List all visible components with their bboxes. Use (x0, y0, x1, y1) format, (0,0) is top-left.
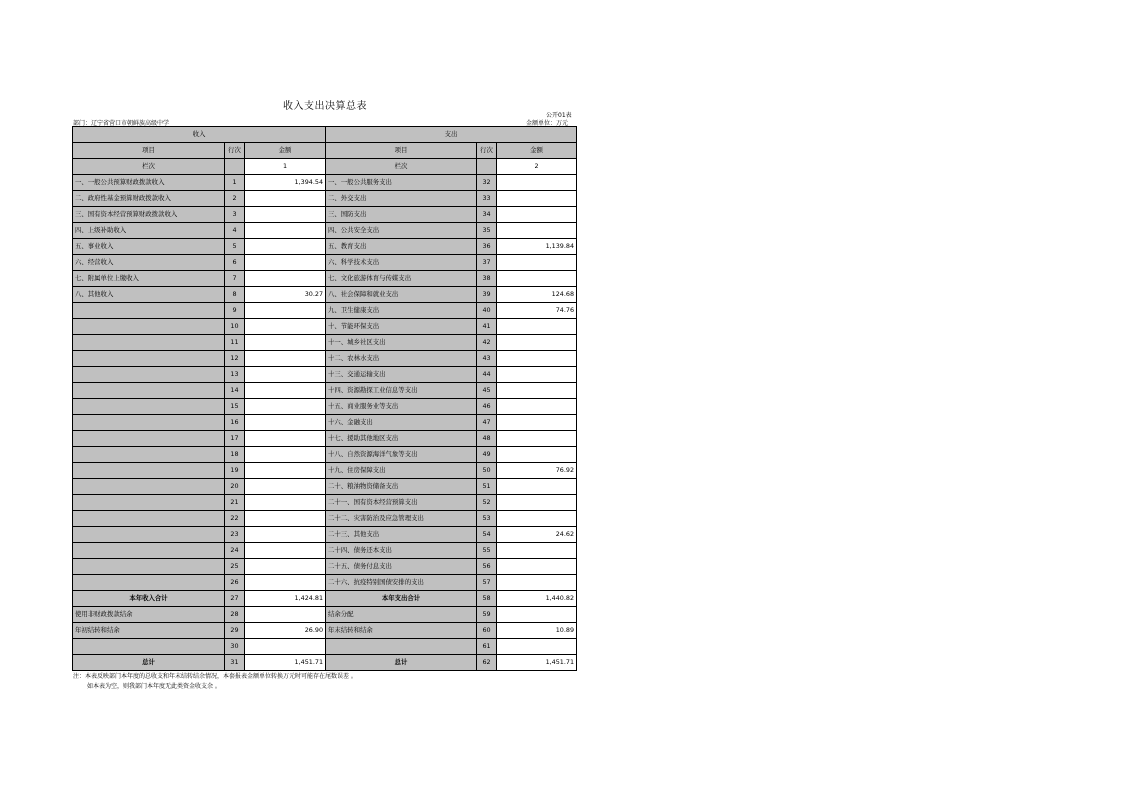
income-total-amount: 1,451.71 (245, 655, 326, 671)
income-line-cell: 28 (225, 607, 245, 623)
income-item-cell: 二、政府性基金预算财政拨款收入 (73, 191, 225, 207)
expense-line-cell: 32 (477, 175, 497, 191)
expense-item-cell: 一、一般公共服务支出 (326, 175, 477, 191)
expense-line-cell: 40 (477, 303, 497, 319)
department-label: 部门：辽宁省营口市朝鲜族高级中学 (73, 120, 170, 127)
income-line-cell: 4 (225, 223, 245, 239)
income-total-label: 总计 (73, 655, 225, 671)
income-line-cell: 18 (225, 447, 245, 463)
income-line-cell: 8 (225, 287, 245, 303)
expense-item-cell: 十七、援助其他地区支出 (326, 431, 477, 447)
expense-amount-cell (497, 223, 577, 239)
expense-item-cell: 十三、交通运输支出 (326, 367, 477, 383)
table-row (73, 495, 577, 511)
expense-item-cell: 十八、自然资源海洋气象等支出 (326, 447, 477, 463)
expense-line-cell: 50 (477, 463, 497, 479)
expense-amount-cell: 24.62 (497, 527, 577, 543)
table-row (73, 303, 577, 319)
income-item-cell: 五、事业收入 (73, 239, 225, 255)
expense-item-cell: 十五、商业服务业等支出 (326, 399, 477, 415)
income-amount-cell (245, 479, 326, 495)
income-amount-cell (245, 207, 326, 223)
expense-line-cell: 43 (477, 351, 497, 367)
table-row (73, 367, 577, 383)
footnote: 注：本表反映部门本年度的总收支和年末结转结余情况，本套报表金额单位转换万元时可能存在尾数误差 。 (73, 673, 357, 680)
income-line-cell: 24 (225, 543, 245, 559)
table-row (73, 623, 577, 639)
income-amount-cell (245, 191, 326, 207)
table-row (73, 607, 577, 623)
expense-amount-cell (497, 543, 577, 559)
income-item-cell: 七、附属单位上缴收入 (73, 271, 225, 287)
table-row (73, 527, 577, 543)
expense-item-cell: 二、外交支出 (326, 191, 477, 207)
expense-line-cell: 54 (477, 527, 497, 543)
income-line-cell: 14 (225, 383, 245, 399)
table-row (73, 175, 577, 191)
income-line-cell: 22 (225, 511, 245, 527)
expense-line-cell: 38 (477, 271, 497, 287)
income-amount-cell (245, 431, 326, 447)
page-title: 收入支出决算总表 (283, 101, 367, 112)
income-line-cell: 2 (225, 191, 245, 207)
expense-line-cell: 47 (477, 415, 497, 431)
expense-amount-cell (497, 399, 577, 415)
income-line-cell: 3 (225, 207, 245, 223)
expense-line-cell: 56 (477, 559, 497, 575)
expense-column-label: 栏次 (326, 159, 477, 175)
income-item-cell: 六、经营收入 (73, 255, 225, 271)
income-amount-cell (245, 399, 326, 415)
table-row (73, 431, 577, 447)
income-item-cell (73, 351, 225, 367)
expense-line-cell: 59 (477, 607, 497, 623)
expense-item-cell: 二十六、抗疫特别国债安排的支出 (326, 575, 477, 591)
table-row (73, 463, 577, 479)
expense-amount-cell (497, 255, 577, 271)
income-total-label: 本年收入合计 (73, 591, 225, 607)
table-row (73, 447, 577, 463)
expense-line-cell: 60 (477, 623, 497, 639)
expense-amount-cell (497, 175, 577, 191)
table-row (73, 639, 577, 655)
table-row (73, 575, 577, 591)
expense-item-cell: 五、教育支出 (326, 239, 477, 255)
expense-total-line: 58 (477, 591, 497, 607)
income-amount-cell: 1,394.54 (245, 175, 326, 191)
income-amount-cell (245, 351, 326, 367)
income-line-cell: 25 (225, 559, 245, 575)
expense-amount-cell: 10.89 (497, 623, 577, 639)
table-row (73, 351, 577, 367)
amount-unit-label: 金额单位：万元 (526, 120, 569, 127)
expense-total-amount: 1,440.82 (497, 591, 577, 607)
expense-item-cell: 六、科学技术支出 (326, 255, 477, 271)
income-line-cell: 30 (225, 639, 245, 655)
income-item-cell (73, 479, 225, 495)
income-item-cell (73, 383, 225, 399)
income-amount-cell (245, 239, 326, 255)
income-item-cell (73, 431, 225, 447)
income-total-amount: 1,424.81 (245, 591, 326, 607)
expense-line-cell: 46 (477, 399, 497, 415)
expense-amount-cell: 76.92 (497, 463, 577, 479)
table-body (73, 127, 577, 671)
income-line-cell: 15 (225, 399, 245, 415)
footnotes (73, 672, 357, 692)
expense-amount-cell (497, 575, 577, 591)
table-row (73, 415, 577, 431)
column-index-row (73, 159, 577, 175)
expense-amount-cell: 124.68 (497, 287, 577, 303)
income-amount-cell (245, 255, 326, 271)
expense-amount-cell (497, 447, 577, 463)
footnote: 如本表为空，则我部门本年度无此类资金收支余 。 (87, 683, 221, 690)
expense-line-cell: 52 (477, 495, 497, 511)
income-line-cell: 16 (225, 415, 245, 431)
expense-item-cell: 二十二、灾害防治及应急管理支出 (326, 511, 477, 527)
expense-line-cell: 49 (477, 447, 497, 463)
expense-column-index: 2 (497, 159, 577, 175)
expense-amount-cell: 74.76 (497, 303, 577, 319)
expense-amount-cell (497, 511, 577, 527)
expense-item-cell: 八、社会保障和就业支出 (326, 287, 477, 303)
income-line-cell: 13 (225, 367, 245, 383)
expense-line-cell: 57 (477, 575, 497, 591)
table-row (73, 543, 577, 559)
expense-total-amount: 1,451.71 (497, 655, 577, 671)
income-line-cell: 9 (225, 303, 245, 319)
income-line-cell: 6 (225, 255, 245, 271)
expense-line-cell: 35 (477, 223, 497, 239)
income-item-cell: 一、一般公共预算财政拨款收入 (73, 175, 225, 191)
income-item-header: 项目 (73, 143, 225, 159)
expense-amount-cell (497, 319, 577, 335)
income-amount-cell (245, 511, 326, 527)
expense-amount-cell (497, 479, 577, 495)
income-item-cell (73, 335, 225, 351)
expense-line-cell: 42 (477, 335, 497, 351)
income-amount-cell (245, 543, 326, 559)
income-line-cell: 19 (225, 463, 245, 479)
income-item-cell (73, 399, 225, 415)
income-amount-cell (245, 463, 326, 479)
expense-line-header: 行次 (477, 143, 497, 159)
expense-item-cell: 十、节能环保支出 (326, 319, 477, 335)
income-line-cell: 12 (225, 351, 245, 367)
expense-amount-cell (497, 367, 577, 383)
income-item-cell (73, 511, 225, 527)
expense-amount-cell (497, 431, 577, 447)
income-amount-cell (245, 495, 326, 511)
expense-amount-cell (497, 495, 577, 511)
expense-line-cell: 45 (477, 383, 497, 399)
expense-line-cell: 36 (477, 239, 497, 255)
income-line-cell: 23 (225, 527, 245, 543)
income-amount-cell: 26.90 (245, 623, 326, 639)
table-row (73, 511, 577, 527)
table-row (73, 287, 577, 303)
income-item-cell (73, 447, 225, 463)
income-line-cell: 21 (225, 495, 245, 511)
expense-amount-cell (497, 383, 577, 399)
income-line-header: 行次 (225, 143, 245, 159)
expense-line-cell: 48 (477, 431, 497, 447)
income-line-cell: 17 (225, 431, 245, 447)
expense-amount-cell (497, 559, 577, 575)
income-total-line: 27 (225, 591, 245, 607)
expense-line-cell: 33 (477, 191, 497, 207)
income-item-cell (73, 639, 225, 655)
subtotal-row (73, 591, 577, 607)
table-row (73, 559, 577, 575)
income-item-cell (73, 367, 225, 383)
income-item-cell: 年初结转和结余 (73, 623, 225, 639)
income-line-cell: 26 (225, 575, 245, 591)
expense-amount-cell (497, 607, 577, 623)
income-item-cell (73, 319, 225, 335)
income-amount-cell (245, 559, 326, 575)
income-item-cell (73, 575, 225, 591)
income-item-cell: 使用非财政拨款结余 (73, 607, 225, 623)
income-line-cell: 10 (225, 319, 245, 335)
table-row (73, 399, 577, 415)
income-column-index: 1 (245, 159, 326, 175)
expense-item-cell: 十二、农林水支出 (326, 351, 477, 367)
income-column-label: 栏次 (73, 159, 225, 175)
expense-item-cell: 二十五、债务付息支出 (326, 559, 477, 575)
expense-item-cell: 二十四、债务还本支出 (326, 543, 477, 559)
income-item-cell: 三、国有资本经营预算财政拨款收入 (73, 207, 225, 223)
income-line-cell: 7 (225, 271, 245, 287)
expense-line-cell: 61 (477, 639, 497, 655)
table-row (73, 191, 577, 207)
income-item-cell (73, 543, 225, 559)
total-row (73, 655, 577, 671)
income-amount-cell (245, 271, 326, 287)
table-row (73, 383, 577, 399)
expense-item-cell: 四、公共安全支出 (326, 223, 477, 239)
income-item-cell (73, 303, 225, 319)
table-row (73, 255, 577, 271)
expense-line-cell: 34 (477, 207, 497, 223)
income-column-line (225, 159, 245, 175)
income-amount-cell (245, 575, 326, 591)
expense-column-line (477, 159, 497, 175)
income-amount-cell (245, 415, 326, 431)
income-item-cell: 八、其他收入 (73, 287, 225, 303)
expense-item-cell: 二十、粮油物资储备支出 (326, 479, 477, 495)
expense-line-cell: 51 (477, 479, 497, 495)
income-amount-cell (245, 335, 326, 351)
expense-amount-cell (497, 639, 577, 655)
section-header-row (73, 127, 577, 143)
expense-line-cell: 55 (477, 543, 497, 559)
expense-total-label: 本年支出合计 (326, 591, 477, 607)
expense-item-cell: 九、卫生健康支出 (326, 303, 477, 319)
expense-amount-cell (497, 191, 577, 207)
expense-amount-header: 金额 (497, 143, 577, 159)
expense-item-cell: 二十一、国有资本经营预算支出 (326, 495, 477, 511)
income-line-cell: 5 (225, 239, 245, 255)
income-amount-cell (245, 303, 326, 319)
income-item-cell (73, 527, 225, 543)
income-amount-cell (245, 223, 326, 239)
table-row (73, 479, 577, 495)
expense-item-cell: 结余分配 (326, 607, 477, 623)
income-amount-header: 金额 (245, 143, 326, 159)
income-expense-table (72, 126, 577, 671)
table-row (73, 239, 577, 255)
income-item-cell: 四、上级补助收入 (73, 223, 225, 239)
expense-amount-cell (497, 335, 577, 351)
income-amount-cell (245, 447, 326, 463)
income-item-cell (73, 559, 225, 575)
expense-line-cell: 41 (477, 319, 497, 335)
expense-line-cell: 39 (477, 287, 497, 303)
income-item-cell (73, 415, 225, 431)
expense-line-cell: 53 (477, 511, 497, 527)
expense-item-header: 项目 (326, 143, 477, 159)
income-line-cell: 11 (225, 335, 245, 351)
expense-item-cell: 十一、城乡社区支出 (326, 335, 477, 351)
income-item-cell (73, 495, 225, 511)
expense-line-cell: 44 (477, 367, 497, 383)
expense-amount-cell (497, 415, 577, 431)
table-row (73, 335, 577, 351)
table-row (73, 271, 577, 287)
income-total-line: 31 (225, 655, 245, 671)
expense-total-label: 总计 (326, 655, 477, 671)
income-line-cell: 29 (225, 623, 245, 639)
income-amount-cell: 30.27 (245, 287, 326, 303)
expense-amount-cell (497, 351, 577, 367)
expense-item-cell: 十九、住房保障支出 (326, 463, 477, 479)
table-row (73, 223, 577, 239)
expense-item-cell: 三、国防支出 (326, 207, 477, 223)
form-number: 公开01表 (546, 112, 572, 119)
income-header: 收入 (73, 127, 326, 143)
expense-amount-cell (497, 207, 577, 223)
income-amount-cell (245, 607, 326, 623)
income-line-cell: 1 (225, 175, 245, 191)
expense-item-cell (326, 639, 477, 655)
table-row (73, 319, 577, 335)
income-item-cell (73, 463, 225, 479)
expense-item-cell: 七、文化旅游体育与传媒支出 (326, 271, 477, 287)
income-amount-cell (245, 319, 326, 335)
expense-amount-cell: 1,139.84 (497, 239, 577, 255)
income-amount-cell (245, 367, 326, 383)
column-header-row (73, 143, 577, 159)
expense-amount-cell (497, 271, 577, 287)
income-amount-cell (245, 639, 326, 655)
table-row (73, 207, 577, 223)
expense-item-cell: 年末结转和结余 (326, 623, 477, 639)
expense-total-line: 62 (477, 655, 497, 671)
income-line-cell: 20 (225, 479, 245, 495)
expense-header: 支出 (326, 127, 577, 143)
expense-item-cell: 十六、金融支出 (326, 415, 477, 431)
expense-item-cell: 十四、资源勘探工业信息等支出 (326, 383, 477, 399)
expense-line-cell: 37 (477, 255, 497, 271)
income-amount-cell (245, 527, 326, 543)
expense-item-cell: 二十三、其他支出 (326, 527, 477, 543)
income-amount-cell (245, 383, 326, 399)
